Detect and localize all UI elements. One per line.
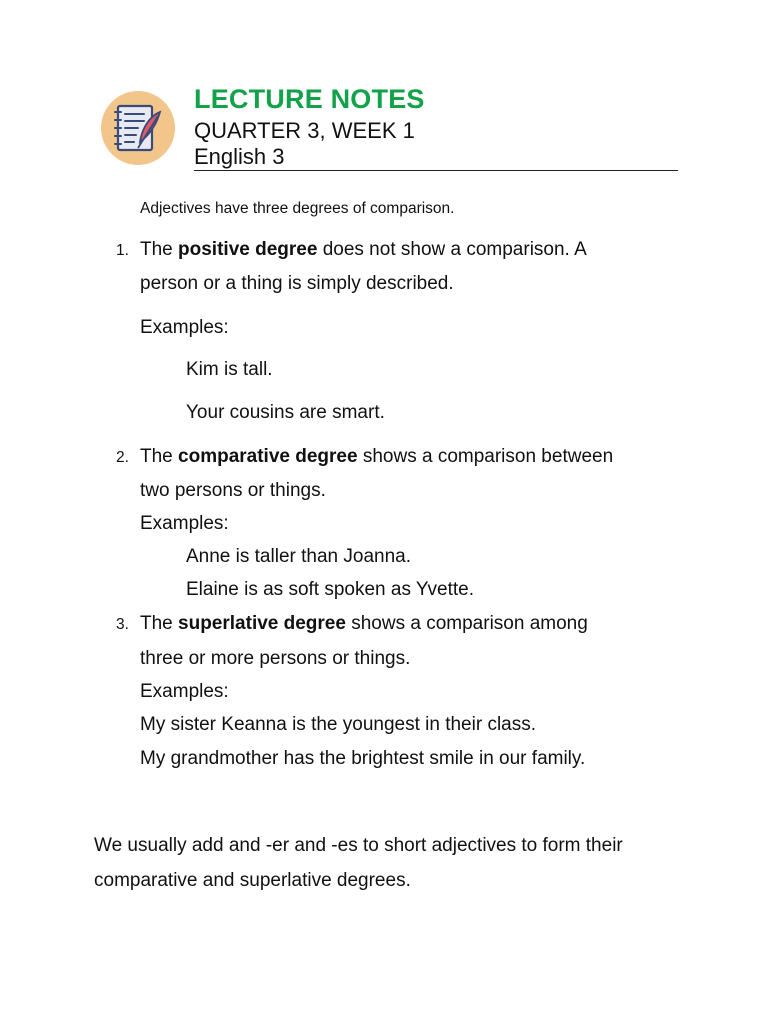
example-sentence: My grandmother has the brightest smile in our family. bbox=[140, 748, 586, 769]
item-text: shows a comparison among bbox=[345, 613, 588, 634]
list-number: 1. bbox=[116, 242, 129, 259]
example-sentence: Elaine is as soft spoken as Yvette. bbox=[186, 579, 474, 600]
example-sentence: Your cousins are smart. bbox=[186, 402, 385, 423]
item-prefix: The bbox=[140, 239, 179, 260]
item-term: superlative degree bbox=[178, 613, 346, 634]
item-line-2: two persons or things. bbox=[140, 480, 326, 501]
quarter-week-subtitle: QUARTER 3, WEEK 1 bbox=[194, 118, 415, 143]
item-prefix: The bbox=[140, 613, 179, 634]
item-term: positive degree bbox=[178, 239, 318, 260]
list-number: 3. bbox=[116, 616, 129, 633]
item-line-2: person or a thing is simply described. bbox=[140, 273, 454, 294]
examples-label: Examples: bbox=[140, 681, 229, 702]
example-sentence: Anne is taller than Joanna. bbox=[186, 546, 411, 567]
item-line-1 bbox=[140, 240, 587, 259]
subject-subtitle: English 3 bbox=[194, 144, 285, 169]
item-line-1 bbox=[140, 614, 588, 633]
example-sentence: Kim is tall. bbox=[186, 359, 273, 380]
item-term: comparative degree bbox=[178, 446, 358, 467]
examples-label: Examples: bbox=[140, 513, 229, 534]
list-number: 2. bbox=[116, 449, 129, 466]
item-line-2: three or more persons or things. bbox=[140, 648, 411, 669]
header-divider bbox=[194, 170, 678, 171]
intro-text: Adjectives have three degrees of comparison. bbox=[140, 200, 455, 217]
examples-label: Examples: bbox=[140, 317, 229, 338]
page-title: LECTURE NOTES bbox=[194, 84, 425, 114]
example-sentence: My sister Keanna is the youngest in their class. bbox=[140, 714, 537, 735]
item-prefix: The bbox=[140, 446, 179, 467]
closing-line-2: comparative and superlative degrees. bbox=[94, 870, 411, 891]
closing-line-1: We usually add and -er and -es to short adjectives to form their bbox=[94, 835, 623, 856]
item-text: shows a comparison between bbox=[357, 446, 614, 467]
item-line-1 bbox=[140, 447, 613, 466]
notebook-quill-icon bbox=[100, 90, 176, 166]
item-text: does not show a comparison. A bbox=[317, 239, 587, 260]
